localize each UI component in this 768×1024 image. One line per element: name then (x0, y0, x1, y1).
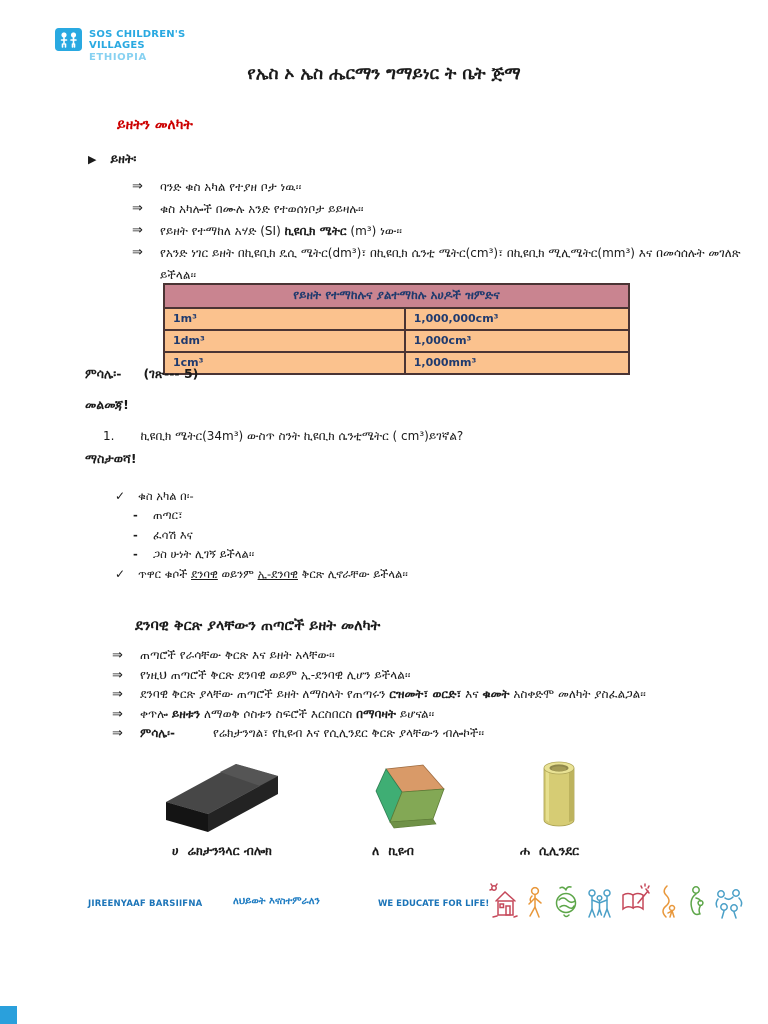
check-item (115, 487, 675, 506)
figure-name: ኪዩብ (388, 843, 414, 858)
table-row (165, 309, 628, 331)
exercise-heading: መልመጃ! (85, 397, 129, 412)
double-arrow-icon: ⇒ (132, 245, 143, 260)
figure-label (520, 843, 579, 859)
list-item (112, 705, 748, 725)
sos-logo-icon (55, 28, 82, 51)
check-icon: ✓ (115, 566, 126, 581)
footer-english-motto: WE EDUCATE FOR LIFE! (378, 899, 490, 909)
cube-figure (356, 760, 448, 832)
figure-label (172, 843, 272, 859)
table-cell-value: 1,000mm³ (413, 356, 477, 369)
question-1 (103, 429, 463, 444)
bullet-text: ባንድ ቁስ አካል የተያዘ ቦታ ነዉ፡፡ (160, 180, 302, 194)
child-icon (522, 881, 548, 925)
bullet-text: ቀጥሎ ይዘቱን ለማወቅ ሶስቱን ስፍሮች እርስበርስ በማባዛት ይሆናል፡፡ (140, 706, 435, 721)
dash-text: ጋስ ሁነት ሊገኝ ይችላል፡፡ (153, 547, 255, 562)
community-icon (712, 881, 746, 925)
footer-amharic-motto: ለህይወት እናስተምራለን (233, 896, 320, 907)
bullet-text: ጠጣሮች የራሳቸው ቅርጽ እና ይዘት አላቸው፡፡ (140, 648, 335, 662)
double-arrow-icon: ⇒ (112, 726, 123, 741)
check-text: ጥዋር ቁሶች ደንባዊ ወይንም ኢ-ደንባዊ ቅርጽ ሊኖራቸው ይችላል፡፡ (138, 566, 408, 581)
note-heading: ማስታወሻ! (85, 451, 137, 466)
dash-item (133, 506, 675, 525)
list-item (112, 685, 748, 705)
list-item (132, 220, 748, 242)
dash-item (133, 545, 675, 564)
bullet-text: የአንድ ነገር ይዘት በኪዩቢክ ዴሲ ሜትር(dm³)፣ በኪዩቢክ ሴንቲ ሜትር(cm³)፣ በኪዩቢክ ሚሊሜትር(mm³) እና በመሳሰሉት መገለጽ ይችላል፡፡ (160, 246, 741, 282)
cylinder-figure (536, 758, 582, 832)
table-cell-unit: 1m³ (165, 309, 406, 329)
note-check-list (115, 487, 675, 584)
figure-name: ሬክታንጓላር ብሎክ (187, 843, 272, 858)
org-country: ETHIOPIA (89, 52, 147, 63)
list-item (132, 198, 748, 220)
figure-name: ሲሊንደር (539, 843, 580, 858)
dash-icon: - (133, 527, 138, 542)
list-item (132, 176, 748, 198)
question-number: 1. (103, 429, 115, 443)
list-item (112, 724, 748, 744)
check-item (115, 565, 675, 584)
bullet-text: የነዚህ ጠጣሮች ቅርጽ ደንባዊ ወይም ኢ-ደንባዊ ሊሆን ይችላል፡፡ (140, 667, 411, 682)
table-row (165, 331, 628, 353)
units-table (163, 283, 630, 375)
check-icon: ✓ (115, 489, 126, 503)
table-cell-unit: 1dm³ (165, 331, 406, 351)
page-title: የኤስ ኦ ኤስ ሔርማን ግማይነር ት ቤት ጅማ (247, 64, 521, 84)
dash-icon: - (133, 508, 138, 523)
question-text: ኪዩቢክ ሜትር(34m³) ውስጥ ስንት ኪዩቢክ ሴንቲሜትር ( cm³)ይገኛል? (140, 429, 464, 443)
volume-term: ይዘት፡ (110, 151, 137, 166)
bullet-text: ቁስ አካሎች በሙሉ አንድ የተወሰነቦታ ይይዛሉ፡፡ (160, 202, 364, 216)
list-item (132, 242, 748, 286)
dash-text: ፈሳሽ እና (153, 527, 193, 542)
family-icon (584, 881, 616, 925)
double-arrow-icon: ⇒ (132, 201, 143, 216)
dash-text: ጠጣር፣ (153, 508, 183, 523)
rectangular-block-figure (158, 756, 283, 838)
table-cell-unit: 1cm³ (165, 353, 406, 373)
figure-letter: ሀ (172, 843, 179, 858)
page-corner-mark (0, 1006, 17, 1024)
figure-label (372, 843, 414, 859)
section-heading-regular-solids: ደንባዊ ቅርጽ ያላቸውን ጠጣሮች ይዘት መለካት (135, 618, 381, 634)
table-cell-value: 1,000,000cm³ (413, 312, 499, 325)
footer-icon-strip (489, 881, 746, 925)
double-arrow-icon: ⇒ (112, 648, 123, 663)
triangle-bullet-icon: ▶ (88, 153, 97, 166)
double-arrow-icon: ⇒ (112, 706, 123, 722)
example-line (85, 366, 198, 382)
house-icon (489, 881, 519, 925)
check-text: ቁስ አካል በ፡- (138, 489, 194, 503)
list-item (112, 666, 748, 686)
double-arrow-icon: ⇒ (112, 667, 123, 683)
solids-bullet-list (112, 646, 748, 744)
volume-term-line (88, 151, 136, 167)
growth-path-icon (654, 881, 680, 925)
double-arrow-icon: ⇒ (132, 179, 143, 194)
figure-letter: ለ (372, 843, 380, 858)
bullet-text: ደንባዊ ቅርጽ ያላቸው ጠጣሮች ይዘት ለማስላት የጠጣሩን ርዝመት፣ ወርድ፣ እና ቁመት አስቀድሞ መለካት ያስፈልጋል፡፡ (140, 687, 646, 701)
sos-logo (55, 28, 185, 63)
footer-oromo-motto: JIREENYAAF BARSIIFNA (88, 899, 203, 909)
units-table-header: የይዘት የተማከሉና ያልተማከሉ አሀዶች ዝምድና (165, 285, 628, 309)
figure-letter: ሐ (520, 843, 531, 858)
list-item (112, 646, 748, 666)
bullet-text: ምሳሌ፡- የሬክታንግል፣ የኪዩብ እና የሲሊንደር ቅርጽ ያላቸውን ብሎኮች፡፡ (140, 726, 485, 740)
table-row (165, 353, 628, 373)
org-name-line1: SOS CHILDREN'S (89, 29, 186, 40)
globe-icon (551, 881, 581, 925)
org-name-line2: VILLAGES (89, 40, 145, 51)
section-heading-volume: ይዘትን መለካት (117, 117, 193, 133)
bullet-text: የይዘት የተማከለ አሃድ (SI) ኪዩቢክ ሜትር (m³) ነው፡፡ (160, 224, 403, 238)
double-arrow-icon: ⇒ (132, 223, 143, 238)
example-label: ምሳሌ፡- (85, 366, 122, 381)
dash-icon: - (133, 547, 138, 562)
example-page-ref: (ገጽ--- 5) (143, 366, 199, 381)
dash-item (133, 526, 675, 545)
volume-bullet-list (132, 176, 748, 286)
book-icon (619, 881, 651, 925)
table-cell-value: 1,000cm³ (413, 334, 472, 347)
mother-child-icon (683, 881, 709, 925)
double-arrow-icon: ⇒ (112, 687, 123, 702)
